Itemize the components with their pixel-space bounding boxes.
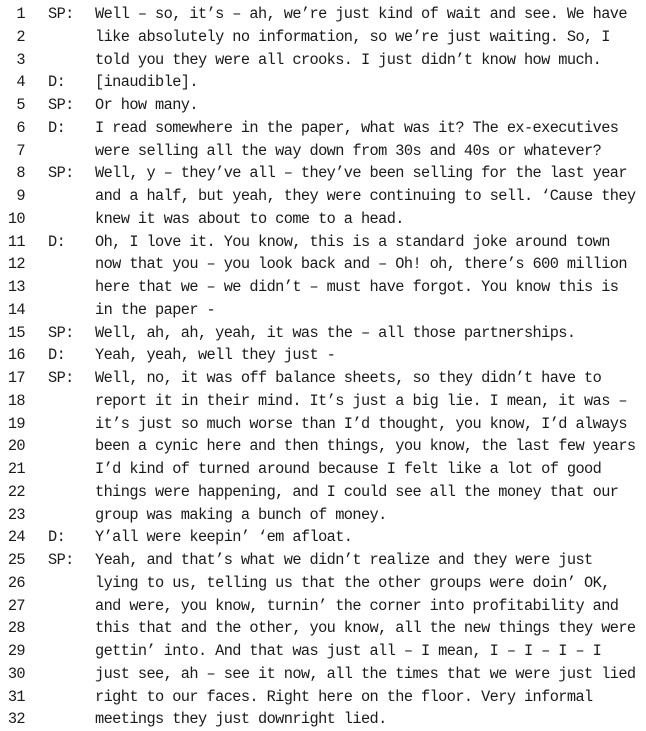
transcript-line bbox=[0, 185, 646, 208]
transcript-line bbox=[0, 640, 646, 663]
line-number: 32 bbox=[7, 710, 25, 729]
line-text: Yeah, and that’s what we didn’t realize and they were just bbox=[95, 551, 593, 569]
transcript-line bbox=[0, 504, 646, 527]
line-number: 23 bbox=[7, 505, 25, 524]
speaker-label: SP: bbox=[48, 323, 74, 342]
transcript-line bbox=[0, 458, 646, 481]
line-text: and were, you know, turnin’ the corner into profitability and bbox=[95, 596, 619, 615]
transcript-line bbox=[0, 686, 646, 709]
transcript-line bbox=[0, 322, 646, 345]
transcript-line bbox=[0, 617, 646, 640]
line-text: I’d kind of turned around because I felt like a lot of good bbox=[95, 460, 602, 478]
line-text: Well, y – they’ve all – they’ve been selling for the last year bbox=[95, 164, 627, 183]
line-number: 27 bbox=[7, 596, 25, 615]
transcript-line bbox=[0, 572, 646, 595]
line-number: 9 bbox=[16, 187, 25, 205]
line-text: I read somewhere in the paper, what was it? The ex-executives bbox=[95, 118, 619, 137]
line-number: 20 bbox=[7, 437, 25, 456]
speaker-label: SP: bbox=[48, 96, 74, 114]
transcript-line bbox=[0, 3, 646, 26]
line-number: 12 bbox=[7, 255, 25, 274]
transcript-line bbox=[0, 367, 646, 390]
line-number: 16 bbox=[7, 346, 25, 365]
line-number: 1 bbox=[16, 5, 25, 23]
transcript-line bbox=[0, 549, 646, 572]
line-text: it’s just so much worse than I’d thought, you know, I’d always bbox=[95, 414, 627, 433]
line-text: knew it was about to come to a head. bbox=[95, 209, 404, 228]
line-text: things were happening, and I could see all the money that our bbox=[95, 482, 619, 501]
transcript-line bbox=[0, 231, 646, 254]
speaker-label: SP: bbox=[48, 369, 74, 387]
line-number: 26 bbox=[7, 573, 25, 592]
speaker-label: D: bbox=[48, 232, 66, 251]
transcript-line bbox=[0, 49, 646, 72]
transcript-line bbox=[0, 595, 646, 618]
line-text: report it in their mind. It’s just a big lie. I mean, it was – bbox=[95, 391, 627, 410]
line-number: 28 bbox=[7, 619, 25, 638]
line-text: Y’all were keepin’ ‘em afloat. bbox=[95, 528, 353, 547]
line-number: 14 bbox=[7, 300, 25, 319]
speaker-label: SP: bbox=[48, 5, 74, 23]
line-text: [inaudible]. bbox=[95, 73, 198, 92]
line-number: 13 bbox=[7, 278, 25, 296]
line-number: 4 bbox=[16, 73, 25, 92]
transcript-line bbox=[0, 253, 646, 276]
line-text: now that you – you look back and – Oh! oh, there’s 600 million bbox=[95, 255, 627, 274]
transcript-line bbox=[0, 390, 646, 413]
line-text: this that and the other, you know, all the new things they were bbox=[95, 619, 636, 638]
line-text: Oh, I love it. You know, this is a standard joke around town bbox=[95, 232, 610, 251]
transcript-line bbox=[0, 162, 646, 185]
transcript-line bbox=[0, 344, 646, 367]
speaker-label: SP: bbox=[48, 164, 74, 183]
line-text: told you they were all crooks. I just didn’t know how much. bbox=[95, 50, 602, 69]
transcript-line bbox=[0, 140, 646, 163]
line-number: 6 bbox=[16, 118, 25, 137]
line-number: 29 bbox=[7, 642, 25, 660]
line-text: and a half, but yeah, they were continuing to sell. ‘Cause they bbox=[95, 187, 636, 205]
line-number: 22 bbox=[7, 482, 25, 501]
line-text: been a cynic here and then things, you know, the last few years bbox=[95, 437, 636, 456]
line-text: meetings they just downright lied. bbox=[95, 710, 387, 729]
line-number: 25 bbox=[7, 551, 25, 569]
line-number: 8 bbox=[16, 164, 25, 183]
transcript-line bbox=[0, 26, 646, 49]
line-text: gettin’ into. And that was just all – I mean, I – I – I – I bbox=[95, 642, 602, 660]
transcript bbox=[0, 3, 646, 731]
line-number: 2 bbox=[16, 27, 25, 46]
line-text: were selling all the way down from 30s and 40s or whatever? bbox=[95, 141, 602, 160]
line-number: 19 bbox=[7, 414, 25, 433]
transcript-line bbox=[0, 299, 646, 322]
transcript-line bbox=[0, 435, 646, 458]
transcript-line bbox=[0, 708, 646, 731]
line-text: like absolutely no information, so we’re just waiting. So, I bbox=[95, 27, 610, 46]
speaker-label: SP: bbox=[48, 551, 74, 569]
line-text: group was making a bunch of money. bbox=[95, 505, 387, 524]
line-text: here that we – we didn’t – must have forgot. You know this is bbox=[95, 278, 619, 296]
transcript-line bbox=[0, 413, 646, 436]
speaker-label: D: bbox=[48, 528, 66, 547]
line-text: Yeah, yeah, well they just - bbox=[95, 346, 336, 365]
speaker-label: D: bbox=[48, 118, 66, 137]
line-text: Well – so, it’s – ah, we’re just kind of wait and see. We have bbox=[95, 5, 627, 23]
line-text: Well, no, it was off balance sheets, so they didn’t have to bbox=[95, 369, 602, 387]
transcript-line bbox=[0, 71, 646, 94]
line-number: 3 bbox=[16, 50, 25, 69]
speaker-label: D: bbox=[48, 346, 66, 365]
speaker-label: D: bbox=[48, 73, 66, 92]
line-text: Or how many. bbox=[95, 96, 198, 114]
line-number: 30 bbox=[7, 664, 25, 683]
transcript-line bbox=[0, 117, 646, 140]
line-text: just see, ah – see it now, all the times that we were just lied bbox=[95, 664, 636, 683]
line-text: in the paper - bbox=[95, 300, 216, 319]
line-number: 5 bbox=[16, 96, 25, 114]
line-text: Well, ah, ah, yeah, it was the – all those partnerships. bbox=[95, 323, 576, 342]
line-number: 24 bbox=[7, 528, 25, 547]
transcript-line bbox=[0, 94, 646, 117]
transcript-line bbox=[0, 663, 646, 686]
line-number: 31 bbox=[7, 687, 25, 706]
line-number: 21 bbox=[7, 460, 25, 478]
line-number: 15 bbox=[7, 323, 25, 342]
line-number: 17 bbox=[7, 369, 25, 387]
transcript-line bbox=[0, 276, 646, 299]
transcript-line bbox=[0, 208, 646, 231]
line-number: 18 bbox=[7, 391, 25, 410]
line-text: right to our faces. Right here on the floor. Very informal bbox=[95, 687, 593, 706]
transcript-line bbox=[0, 481, 646, 504]
line-number: 11 bbox=[7, 232, 25, 251]
line-text: lying to us, telling us that the other groups were doin’ OK, bbox=[95, 573, 610, 592]
line-number: 10 bbox=[7, 209, 25, 228]
transcript-line bbox=[0, 526, 646, 549]
line-number: 7 bbox=[16, 141, 25, 160]
